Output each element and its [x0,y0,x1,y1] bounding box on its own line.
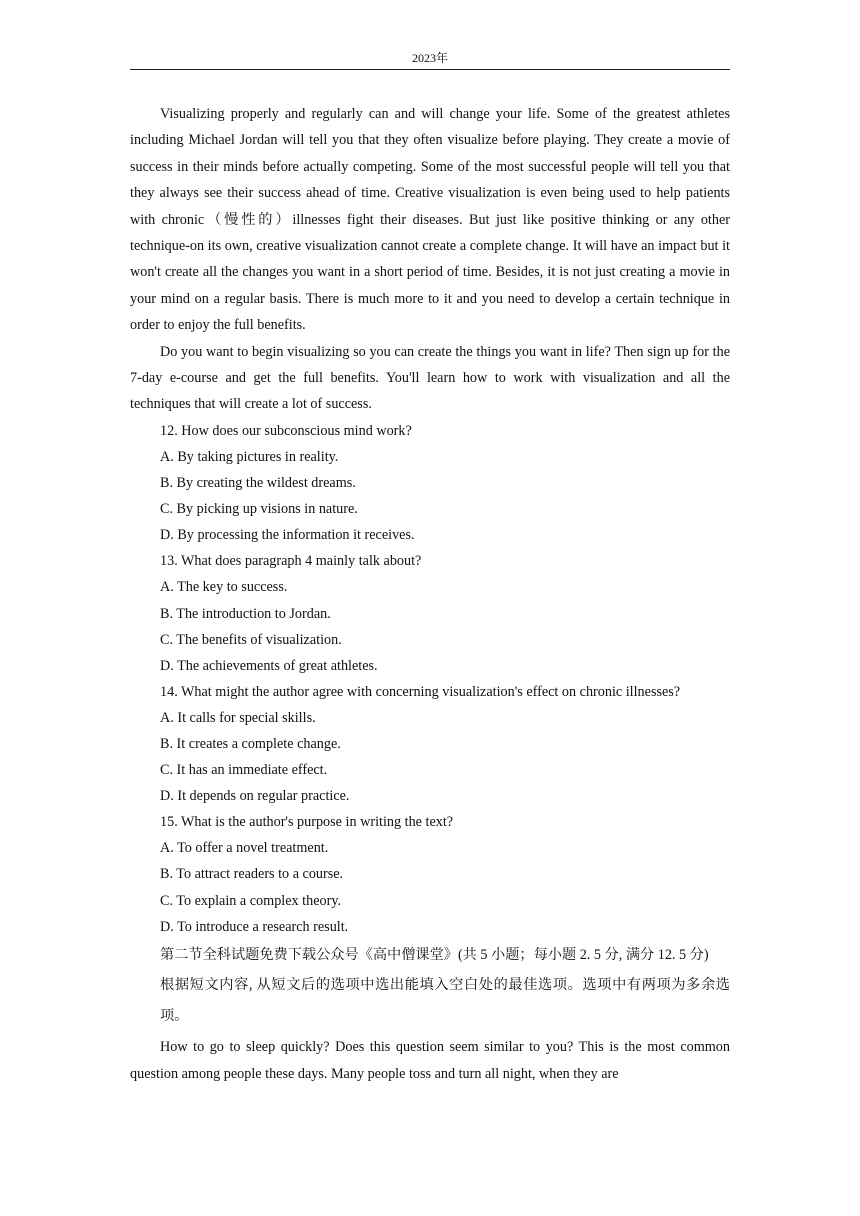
page-header-year: 2023年 [411,51,448,65]
option-d: D. To introduce a research result. [160,918,349,935]
option-d: D. It depends on regular practice. [160,788,350,805]
question-12 [130,418,730,548]
option-a: A. By taking pictures in reality. [160,448,339,465]
option-b: B. It creates a complete change. [160,736,341,752]
question-15 [130,809,730,939]
option-c: C. By picking up visions in nature. [160,501,358,518]
option-c: C. It has an immediate effect. [160,762,328,779]
paragraph-sleep: How to go to sleep quickly? Does this question seem similar to you? This is the most common question among people these days. Many people toss and turn all night, when they are [130,1039,730,1082]
header-rule [130,69,730,70]
option-c: C. The benefits of visualization. [160,631,342,648]
section-heading: 第二节全科试题免费下载公众号《高中僧课堂》(共 5 小题；每小题 2. 5 分, 满分 12. 5 分) [160,946,709,963]
paragraph-ecourse: Do you want to begin visualizing so you can create the things you want in life? Then sign up for the 7-day e-course and get the full benefits. You'll learn how to work with visualization and all the techniques that will create a lot of success. [130,343,730,413]
option-d: D. The achievements of great athletes. [160,657,378,674]
question-stem: 12. How does our subconscious mind work? [160,422,412,439]
option-d: D. By processing the information it receives. [160,527,415,544]
question-14 [130,679,730,809]
question-stem: 14. What might the author agree with concerning visualization's effect on chronic illnesses? [160,683,681,700]
paragraph-visualization: Visualizing properly and regularly can and will change your life. Some of the greatest athletes including Michael Jordan will tell you that they often visualize before playing. They create a movie of success in their minds before actually competing. Some of the most successful people will tell you that they always see their success ahead of time. Creative visualization is even being used to help patients with chronic（慢性的）illnesses fight their diseases. But just like positive thinking or any other technique-on its own, creative visualization cannot create a complete change. It will have an impact but it won't create all the changes you want in a short period of time. Besides, it is not just creating a movie in your mind on a regular basis. There is much more to it and you need to develop a certain technique in order to enjoy the full benefits. [130,106,730,334]
option-b: B. The introduction to Jordan. [160,605,331,622]
section-instructions: 根据短文内容, 从短文后的选项中选出能填入空白处的最佳选项。选项中有两项为多余选项。 [160,977,730,1024]
option-c: C. To explain a complex theory. [160,892,342,909]
question-13 [130,548,730,678]
question-stem: 13. What does paragraph 4 mainly talk about? [160,553,422,570]
option-b: B. To attract readers to a course. [160,866,344,883]
option-a: A. To offer a novel treatment. [160,840,329,857]
document-body [130,101,730,1087]
option-a: A. The key to success. [160,579,288,596]
option-b: B. By creating the wildest dreams. [160,475,356,492]
question-stem: 15. What is the author's purpose in writing the text? [160,814,454,831]
option-a: A. It calls for special skills. [160,709,316,726]
